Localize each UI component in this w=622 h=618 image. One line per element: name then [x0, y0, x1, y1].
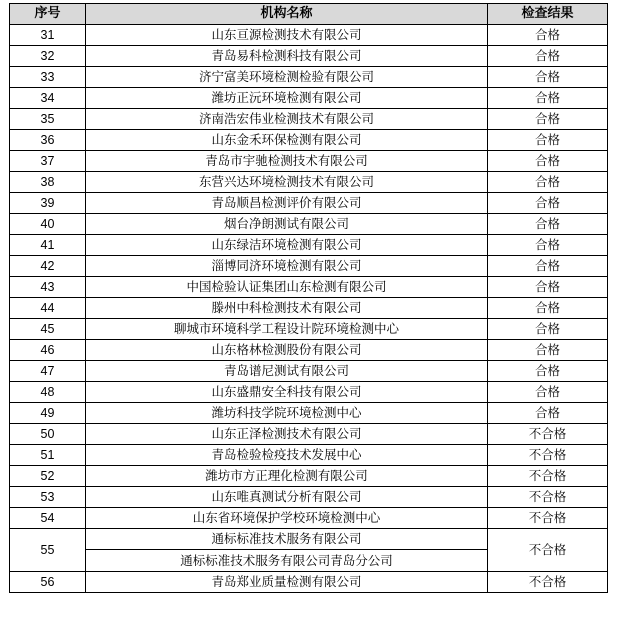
row-institution-name: 青岛市宇驰检测技术有限公司: [86, 151, 488, 172]
row-serial-number: 40: [10, 214, 86, 235]
row-serial-number: 36: [10, 130, 86, 151]
row-institution-name: 青岛郑业质量检测有限公司: [86, 572, 488, 593]
row-institution-name: 山东唯真测试分析有限公司: [86, 487, 488, 508]
table-row: [10, 151, 608, 172]
table-row: [10, 487, 608, 508]
row-inspection-result: 合格: [488, 361, 608, 382]
row-institution-name: 山东格林检测股份有限公司: [86, 340, 488, 361]
row-institution-name: 淄博同济环境检测有限公司: [86, 256, 488, 277]
row-serial-number: 50: [10, 424, 86, 445]
header-inspection-result: 检查结果: [488, 4, 608, 25]
row-inspection-result: 合格: [488, 88, 608, 109]
table-header-row: [10, 4, 608, 25]
table-row: [10, 382, 608, 403]
row-inspection-result: 合格: [488, 403, 608, 424]
row-inspection-result: 不合格: [488, 529, 608, 572]
table-row: [10, 572, 608, 593]
header-serial-number: 序号: [10, 4, 86, 25]
row-institution-name: 青岛顺昌检测评价有限公司: [86, 193, 488, 214]
row-serial-number: 53: [10, 487, 86, 508]
row-institution-name: 青岛易科检测科技有限公司: [86, 46, 488, 67]
row-inspection-result: 合格: [488, 67, 608, 88]
table-row: [10, 508, 608, 529]
row-institution-name: 聊城市环境科学工程设计院环境检测中心: [86, 319, 488, 340]
table-row: [10, 340, 608, 361]
row-serial-number: 49: [10, 403, 86, 424]
row-serial-number: 43: [10, 277, 86, 298]
row-serial-number: 32: [10, 46, 86, 67]
table-row: [10, 256, 608, 277]
row-inspection-result: 不合格: [488, 487, 608, 508]
row-institution-name: 通标标准技术服务有限公司: [86, 529, 488, 550]
header-institution-name: 机构名称: [86, 4, 488, 25]
row-inspection-result: 不合格: [488, 466, 608, 487]
row-inspection-result: 合格: [488, 298, 608, 319]
table-body: [10, 25, 608, 593]
row-institution-name: 滕州中科检测技术有限公司: [86, 298, 488, 319]
table-row: [10, 445, 608, 466]
row-serial-number: 35: [10, 109, 86, 130]
table-row: [10, 361, 608, 382]
row-institution-name: 中国检验认证集团山东检测有限公司: [86, 277, 488, 298]
row-serial-number: 55: [10, 529, 86, 572]
row-inspection-result: 合格: [488, 25, 608, 46]
inspection-results-table: [9, 3, 608, 593]
row-institution-name: 潍坊科技学院环境检测中心: [86, 403, 488, 424]
row-inspection-result: 合格: [488, 46, 608, 67]
row-serial-number: 48: [10, 382, 86, 403]
row-institution-name: 通标标准技术服务有限公司青岛分公司: [86, 550, 488, 572]
row-serial-number: 31: [10, 25, 86, 46]
row-inspection-result: 不合格: [488, 445, 608, 466]
row-institution-name: 山东亘源检测技术有限公司: [86, 25, 488, 46]
row-institution-name: 济宁富美环境检测检验有限公司: [86, 67, 488, 88]
row-institution-name: 山东正泽检测技术有限公司: [86, 424, 488, 445]
row-institution-name: 济南浩宏伟业检测技术有限公司: [86, 109, 488, 130]
row-inspection-result: 不合格: [488, 424, 608, 445]
row-inspection-result: 合格: [488, 130, 608, 151]
table-row: [10, 67, 608, 88]
row-serial-number: 38: [10, 172, 86, 193]
row-serial-number: 44: [10, 298, 86, 319]
table-row: [10, 25, 608, 46]
table-row: [10, 235, 608, 256]
row-serial-number: 39: [10, 193, 86, 214]
row-institution-name: 青岛检验检疫技术发展中心: [86, 445, 488, 466]
row-inspection-result: 不合格: [488, 572, 608, 593]
row-institution-name: 潍坊市方正理化检测有限公司: [86, 466, 488, 487]
row-institution-name: 山东省环境保护学校环境检测中心: [86, 508, 488, 529]
row-institution-name: 青岛谱尼测试有限公司: [86, 361, 488, 382]
row-serial-number: 42: [10, 256, 86, 277]
table-row: [10, 46, 608, 67]
row-serial-number: 45: [10, 319, 86, 340]
row-inspection-result: 合格: [488, 193, 608, 214]
row-serial-number: 34: [10, 88, 86, 109]
row-serial-number: 47: [10, 361, 86, 382]
row-inspection-result: 合格: [488, 382, 608, 403]
row-institution-name: 山东金禾环保检测有限公司: [86, 130, 488, 151]
table-row: [10, 88, 608, 109]
row-inspection-result: 合格: [488, 277, 608, 298]
row-institution-name: 东营兴达环境检测技术有限公司: [86, 172, 488, 193]
table-row: [10, 298, 608, 319]
row-serial-number: 37: [10, 151, 86, 172]
row-inspection-result: 合格: [488, 214, 608, 235]
row-institution-name: 潍坊正沅环境检测有限公司: [86, 88, 488, 109]
row-serial-number: 51: [10, 445, 86, 466]
row-institution-name: 烟台净朗测试有限公司: [86, 214, 488, 235]
row-inspection-result: 合格: [488, 319, 608, 340]
row-inspection-result: 合格: [488, 340, 608, 361]
row-serial-number: 52: [10, 466, 86, 487]
table-row: [10, 277, 608, 298]
row-inspection-result: 合格: [488, 151, 608, 172]
row-serial-number: 54: [10, 508, 86, 529]
row-serial-number: 56: [10, 572, 86, 593]
row-serial-number: 41: [10, 235, 86, 256]
table-row: [10, 172, 608, 193]
row-inspection-result: 合格: [488, 172, 608, 193]
table-row: [10, 403, 608, 424]
table-row: [10, 130, 608, 151]
row-institution-name: 山东绿洁环境检测有限公司: [86, 235, 488, 256]
table-row: [10, 193, 608, 214]
table-row: [10, 466, 608, 487]
row-inspection-result: 不合格: [488, 508, 608, 529]
row-serial-number: 33: [10, 67, 86, 88]
table-row: [10, 214, 608, 235]
table-row: [10, 109, 608, 130]
row-institution-name: 山东盛鼎安全科技有限公司: [86, 382, 488, 403]
row-serial-number: 46: [10, 340, 86, 361]
table-row: [10, 424, 608, 445]
row-inspection-result: 合格: [488, 235, 608, 256]
table-row: [10, 529, 608, 550]
row-inspection-result: 合格: [488, 109, 608, 130]
row-inspection-result: 合格: [488, 256, 608, 277]
table-row: [10, 319, 608, 340]
